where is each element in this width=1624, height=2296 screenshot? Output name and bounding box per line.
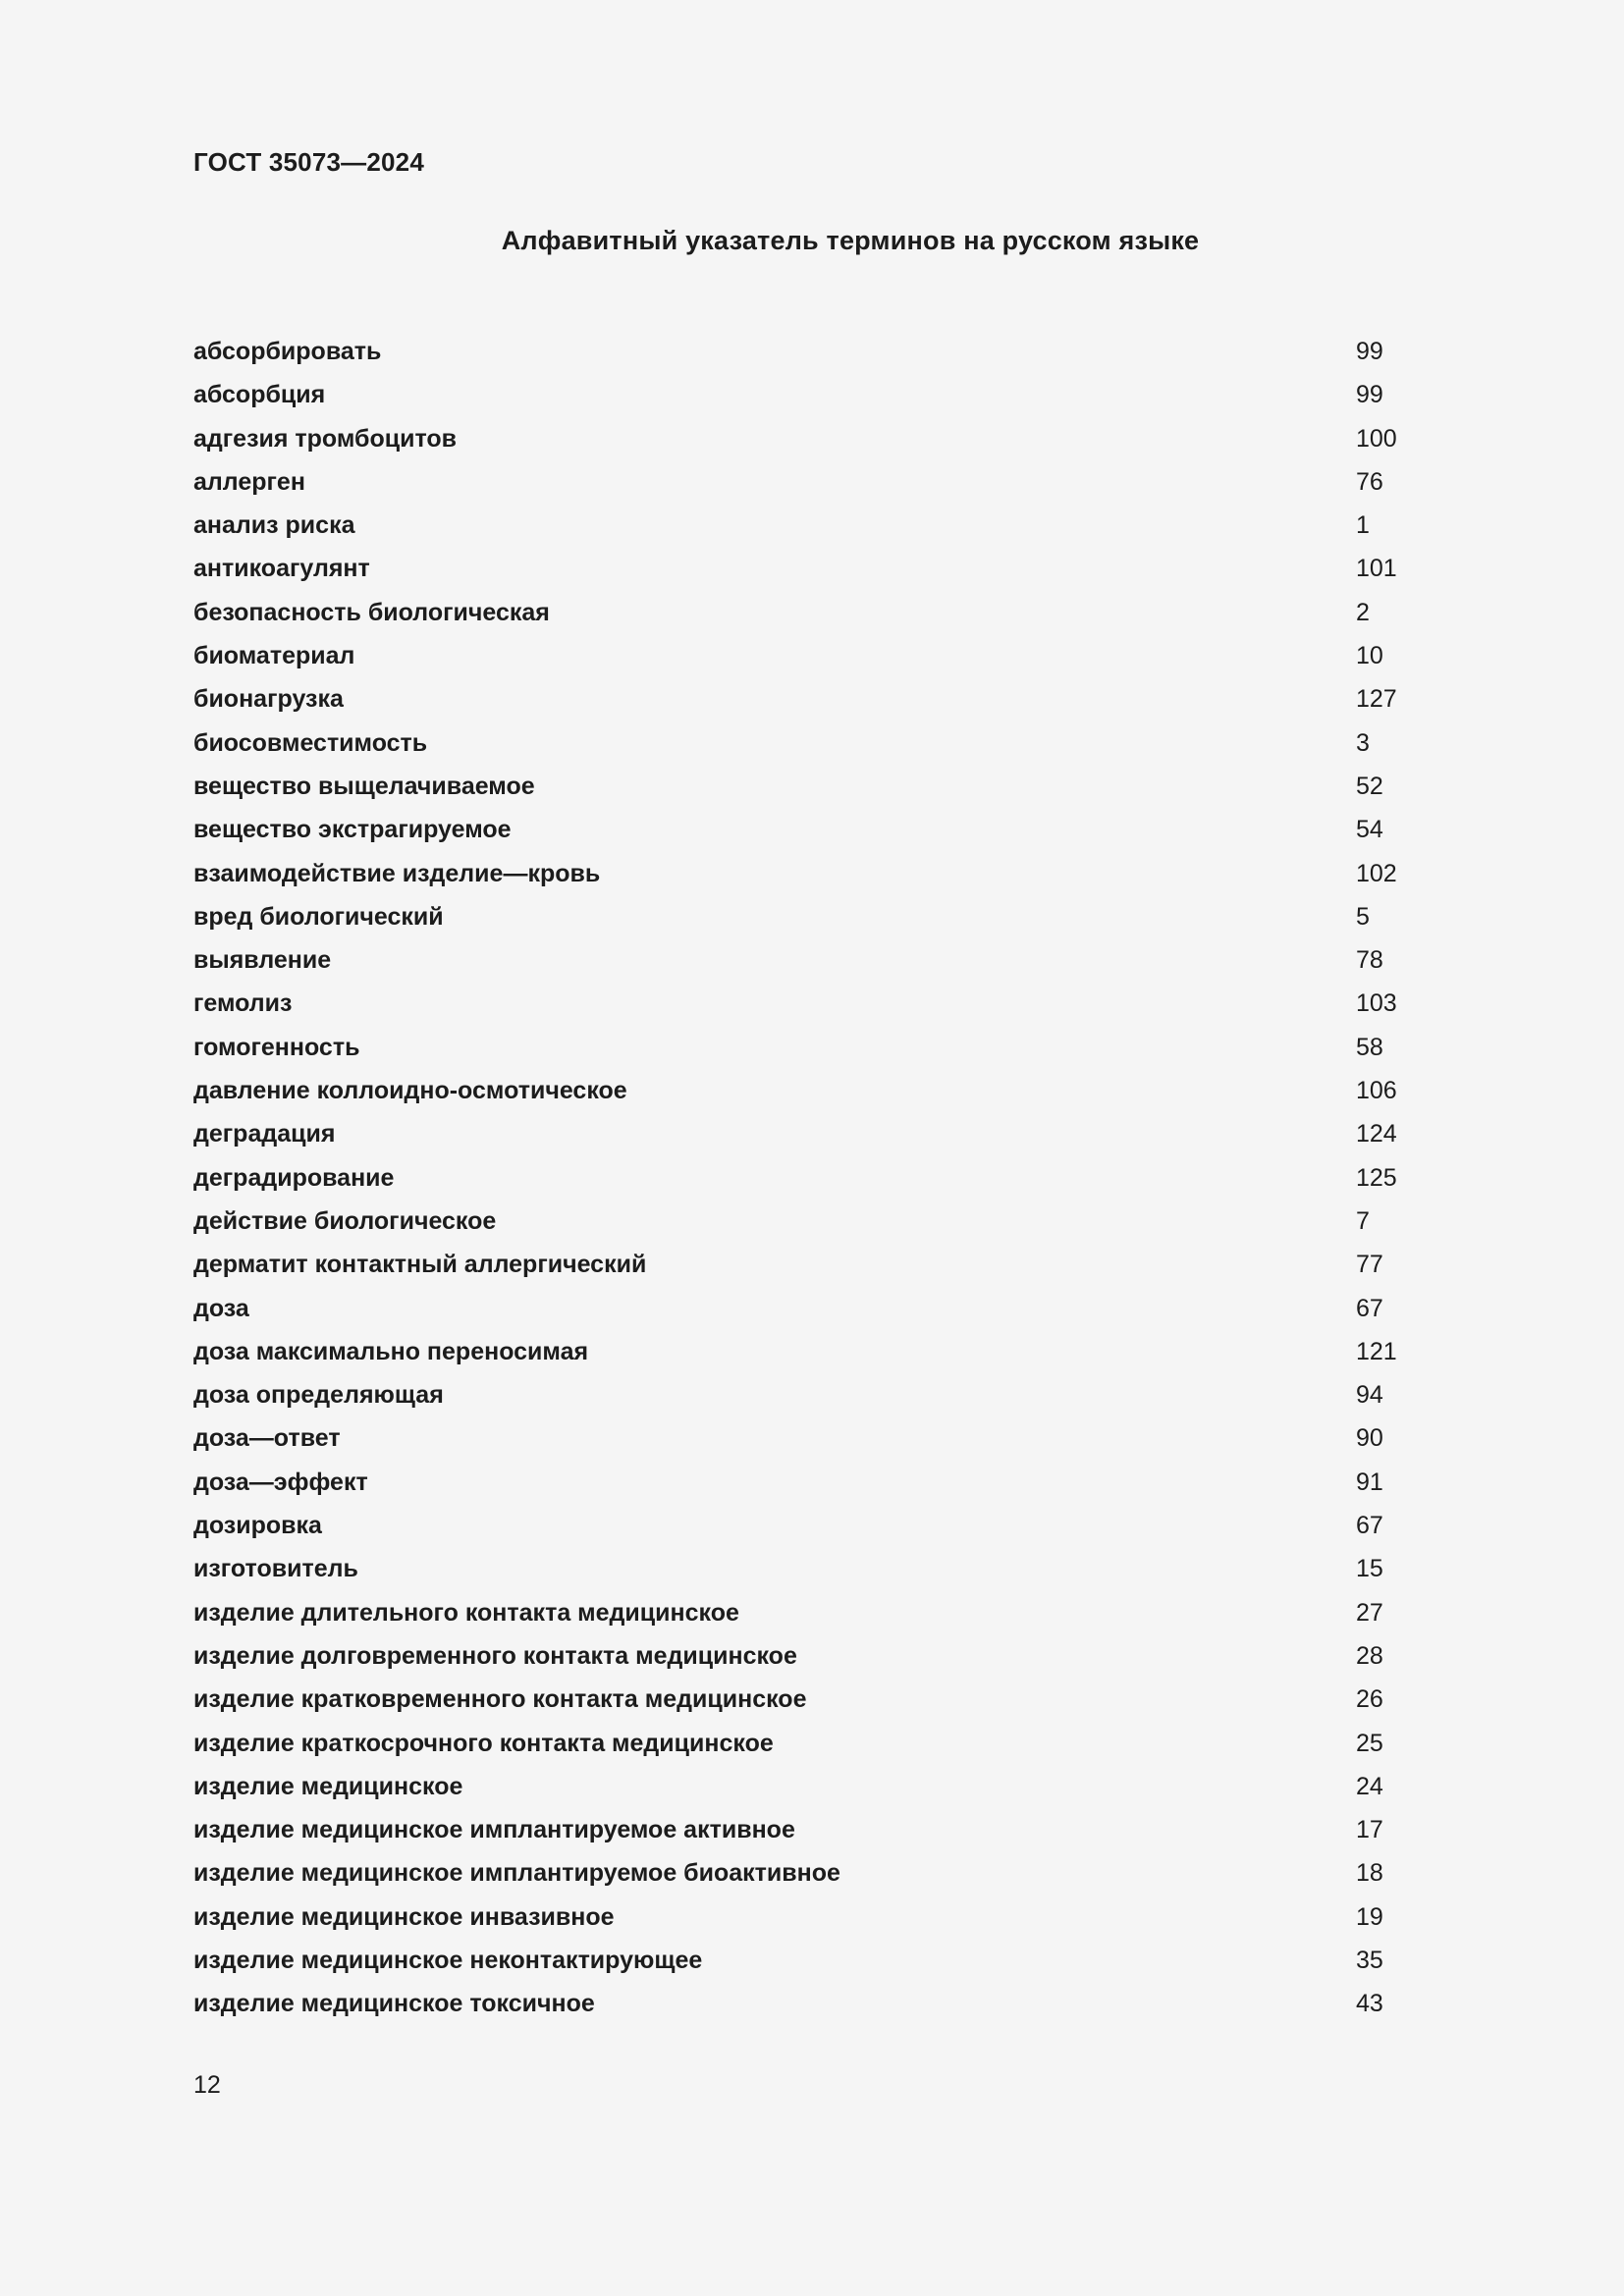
- index-term: абсорбировать: [193, 338, 382, 365]
- index-term: абсорбция: [193, 381, 326, 409]
- index-term-reference: 99: [1356, 338, 1383, 365]
- index-term: аллерген: [193, 467, 305, 496]
- index-term: доза—ответ: [193, 1424, 341, 1453]
- term-index-list: [193, 334, 1431, 2030]
- index-entry: [193, 942, 1431, 986]
- index-entry: [193, 1291, 1431, 1334]
- index-term: гемолиз: [193, 989, 293, 1018]
- index-term-reference: 127: [1356, 685, 1397, 714]
- index-term: изделие длительного контакта медицинское: [193, 1598, 739, 1627]
- index-term-reference: 106: [1356, 1077, 1397, 1105]
- index-term-reference: 102: [1356, 859, 1397, 887]
- index-entry: [193, 334, 1431, 377]
- index-term-reference: 5: [1356, 902, 1370, 931]
- index-term: изделие краткосрочного контакта медицинское: [193, 1729, 774, 1757]
- index-term: адгезия тромбоцитов: [193, 424, 458, 453]
- index-entry: [193, 377, 1431, 420]
- index-term: давление коллоидно-осмотическое: [193, 1077, 627, 1105]
- index-entry: [193, 856, 1431, 899]
- page-number: 12: [193, 2071, 221, 2099]
- index-term-reference: 124: [1356, 1120, 1397, 1148]
- index-term-reference: 90: [1356, 1424, 1383, 1453]
- index-entry: [193, 986, 1431, 1029]
- index-term-reference: 24: [1356, 1772, 1383, 1800]
- index-term-reference: 101: [1356, 555, 1397, 583]
- index-term-reference: 1: [1356, 511, 1370, 540]
- index-term-reference: 77: [1356, 1251, 1383, 1279]
- index-term: анализ риска: [193, 511, 355, 540]
- index-term: действие биологическое: [193, 1206, 497, 1235]
- index-entry: [193, 1638, 1431, 1682]
- index-term: изделие медицинское токсичное: [193, 1990, 595, 2018]
- index-term-reference: 2: [1356, 598, 1370, 626]
- index-term: вещество экстрагируемое: [193, 816, 512, 844]
- index-term-reference: 67: [1356, 1512, 1383, 1540]
- index-term-reference: 28: [1356, 1641, 1383, 1670]
- index-term: деградация: [193, 1120, 336, 1148]
- index-entry: [193, 725, 1431, 769]
- index-entry: [193, 681, 1431, 724]
- index-entry: [193, 464, 1431, 507]
- index-term: антикоагулянт: [193, 555, 370, 583]
- index-term-reference: 19: [1356, 1902, 1383, 1931]
- index-term: изготовитель: [193, 1555, 358, 1583]
- index-entry: [193, 1465, 1431, 1508]
- index-entry: [193, 551, 1431, 594]
- index-term: безопасность биологическая: [193, 598, 550, 626]
- index-term-reference: 52: [1356, 772, 1383, 800]
- index-term-reference: 15: [1356, 1555, 1383, 1583]
- index-term-reference: 103: [1356, 989, 1397, 1018]
- index-term-reference: 43: [1356, 1990, 1383, 2018]
- index-entry: [193, 899, 1431, 942]
- index-entry: [193, 1769, 1431, 1812]
- index-entry: [193, 1595, 1431, 1638]
- index-term: изделие кратковременного контакта медицинское: [193, 1685, 807, 1714]
- index-entry: [193, 1377, 1431, 1420]
- index-term-reference: 25: [1356, 1729, 1383, 1757]
- index-term: дерматит контактный аллергический: [193, 1251, 647, 1279]
- index-term-reference: 18: [1356, 1859, 1383, 1888]
- index-term: вред биологический: [193, 902, 444, 931]
- index-term: биосовместимость: [193, 728, 428, 757]
- index-term: изделие медицинское неконтактирующее: [193, 1946, 703, 1974]
- index-term-reference: 17: [1356, 1816, 1383, 1844]
- index-entry: [193, 769, 1431, 812]
- index-term: изделие медицинское имплантируемое активное: [193, 1816, 795, 1844]
- index-term-reference: 99: [1356, 381, 1383, 409]
- index-term-reference: 100: [1356, 424, 1397, 453]
- index-entry: [193, 1203, 1431, 1247]
- index-entry: [193, 421, 1431, 464]
- index-entry: [193, 1247, 1431, 1290]
- index-term-reference: 67: [1356, 1294, 1383, 1322]
- index-term-reference: 35: [1356, 1946, 1383, 1974]
- index-entry: [193, 1116, 1431, 1159]
- index-term: изделие долговременного контакта медицинское: [193, 1641, 797, 1670]
- index-entry: [193, 595, 1431, 638]
- index-term-reference: 58: [1356, 1033, 1383, 1061]
- index-entry: [193, 1073, 1431, 1116]
- index-term: доза: [193, 1294, 249, 1322]
- index-entry: [193, 1682, 1431, 1725]
- index-term: вещество выщелачиваемое: [193, 772, 535, 800]
- index-term: доза определяющая: [193, 1381, 444, 1410]
- index-term-reference: 26: [1356, 1685, 1383, 1714]
- index-term-reference: 27: [1356, 1598, 1383, 1627]
- index-entry: [193, 1334, 1431, 1377]
- index-entry: [193, 812, 1431, 855]
- index-term-reference: 121: [1356, 1337, 1397, 1365]
- index-term-reference: 78: [1356, 946, 1383, 975]
- index-term: доза максимально переносимая: [193, 1337, 589, 1365]
- index-entry: [193, 1986, 1431, 2029]
- index-term: изделие медицинское: [193, 1772, 463, 1800]
- index-entry: [193, 1855, 1431, 1898]
- index-entry: [193, 1551, 1431, 1594]
- index-entry: [193, 1899, 1431, 1943]
- index-term: выявление: [193, 946, 332, 975]
- index-term: доза—эффект: [193, 1468, 368, 1496]
- index-term-reference: 125: [1356, 1163, 1397, 1192]
- index-entry: [193, 1420, 1431, 1464]
- index-term-reference: 54: [1356, 816, 1383, 844]
- index-entry: [193, 1812, 1431, 1855]
- index-entry: [193, 638, 1431, 681]
- index-entry: [193, 1160, 1431, 1203]
- index-title: Алфавитный указатель терминов на русском языке: [501, 226, 1200, 255]
- index-term: деградирование: [193, 1163, 395, 1192]
- index-term-reference: 7: [1356, 1206, 1370, 1235]
- index-term: взаимодействие изделие—кровь: [193, 859, 601, 887]
- index-term: дозировка: [193, 1512, 322, 1540]
- index-term: гомогенность: [193, 1033, 360, 1061]
- index-term: биоматериал: [193, 642, 355, 670]
- document-header: ГОСТ 35073—2024: [193, 147, 424, 177]
- index-entry: [193, 1030, 1431, 1073]
- index-term-reference: 3: [1356, 728, 1370, 757]
- index-entry: [193, 1508, 1431, 1551]
- index-term: изделие медицинское имплантируемое биоактивное: [193, 1859, 840, 1888]
- index-entry: [193, 1943, 1431, 1986]
- index-term: бионагрузка: [193, 685, 344, 714]
- index-entry: [193, 507, 1431, 551]
- index-term-reference: 76: [1356, 467, 1383, 496]
- index-term-reference: 91: [1356, 1468, 1383, 1496]
- index-term: изделие медицинское инвазивное: [193, 1902, 615, 1931]
- index-entry: [193, 1726, 1431, 1769]
- index-term-reference: 94: [1356, 1381, 1383, 1410]
- index-term-reference: 10: [1356, 642, 1383, 670]
